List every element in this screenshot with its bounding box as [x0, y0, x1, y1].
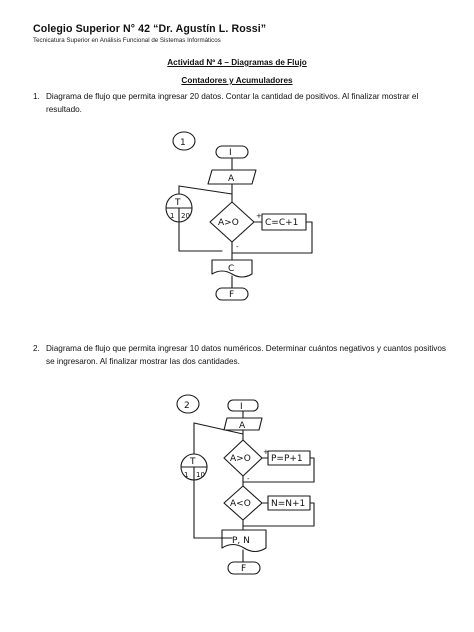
flowchart-2-loop-var: T: [190, 457, 196, 467]
exercise-1-number: 1.: [33, 92, 40, 101]
flowchart-1-loop-to: 20: [181, 212, 190, 220]
flowchart-1-end: F: [229, 290, 235, 300]
exercise-1: [33, 91, 448, 117]
flowchart-1: [160, 128, 320, 318]
exercise-2-text: Diagrama de flujo que permita ingresar 10 datos numéricos. Determinar cuántos negativos y cuantos positivos se ingresaron. Al finalizar mostrar las dos cantidades.: [46, 344, 447, 366]
flowchart-2-start: I: [240, 402, 243, 412]
flowchart-2-loop-from: 1: [184, 471, 189, 479]
flowchart-1-true-mark: +: [256, 212, 262, 220]
exercise-1-text: Diagrama de flujo que permita ingresar 20 datos. Contar la cantidad de positivos. Al finalizar mostrar el resultado.: [46, 92, 419, 114]
flowchart-1-start: I: [229, 148, 232, 158]
flowchart-1-action: C=C+1: [265, 218, 299, 228]
flowchart-2: [170, 390, 320, 585]
exercise-2: [33, 343, 448, 369]
flowchart-1-loop-from: 1: [170, 212, 175, 220]
school-title: Colegio Superior N° 42 “Dr. Agustín L. Rossi”: [33, 23, 267, 35]
activity-subtitle: Contadores y Acumuladores: [181, 76, 293, 85]
flowchart-2-end: F: [241, 564, 247, 574]
flowchart-2-action-2: N=N+1: [271, 499, 306, 509]
flowchart-1-output: C: [228, 264, 235, 274]
flowchart-2-action-1: P=P+1: [271, 454, 303, 464]
flowchart-1-false-mark: -: [236, 243, 239, 251]
flowchart-2-loop-to: 10: [196, 471, 205, 479]
flowchart-2-true-mark: +: [263, 448, 269, 456]
flowchart-1-input: A: [228, 174, 235, 184]
flowchart-2-condition-2: A<O: [230, 499, 251, 509]
flowchart-2-output: P, N: [232, 536, 250, 546]
flowchart-1-loop-var: T: [175, 198, 181, 208]
flowchart-1-condition: A>O: [218, 218, 239, 228]
exercise-2-number: 2.: [33, 344, 40, 353]
flowchart-1-label: 1: [180, 138, 186, 148]
flowchart-2-label: 2: [184, 401, 190, 411]
flowchart-2-false-mark: -: [247, 475, 250, 483]
program-subtitle: Tecnicatura Superior en Análisis Funcional de Sistemas Informáticos: [33, 37, 221, 44]
activity-title: Actividad Nº 4 – Diagramas de Flujo: [167, 58, 307, 67]
flowchart-2-input: A: [239, 421, 246, 431]
flowchart-2-condition-1: A>O: [230, 454, 251, 464]
